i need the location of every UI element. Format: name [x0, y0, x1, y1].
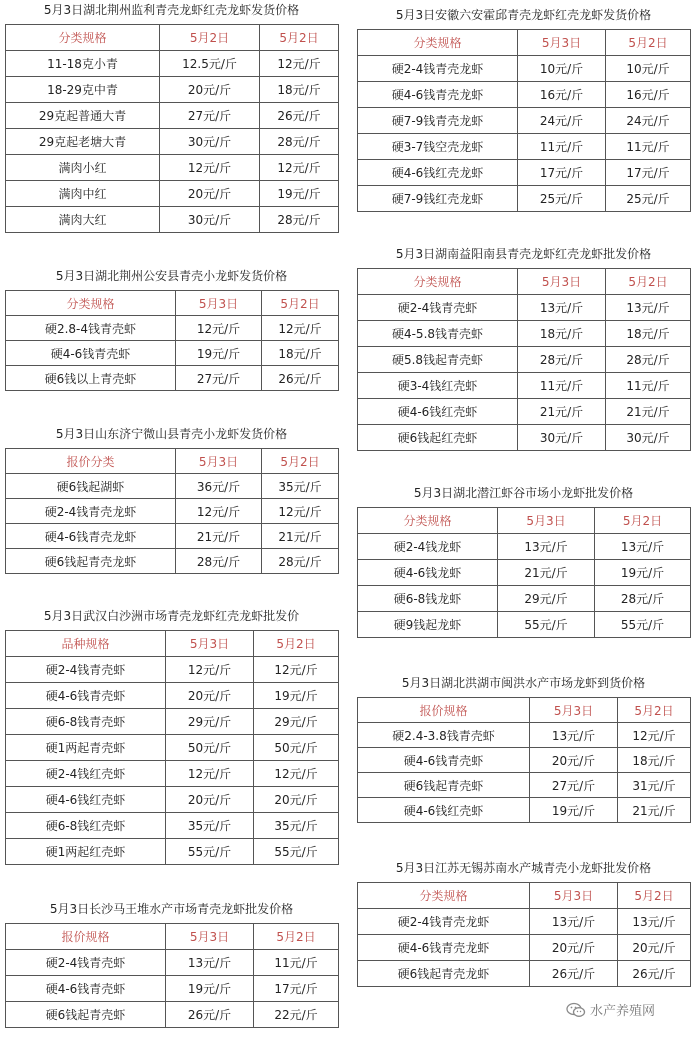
table-row	[358, 295, 691, 321]
price-cell: 28元/斤	[595, 586, 691, 612]
column-header: 5月3日	[498, 508, 595, 534]
spec-cell: 硬5.8钱起青壳虾	[358, 347, 518, 373]
table-header-row	[358, 698, 691, 723]
price-cell: 35元/斤	[262, 474, 339, 499]
price-cell: 30元/斤	[518, 425, 606, 451]
table-row	[358, 909, 691, 935]
price-cell: 12元/斤	[254, 657, 339, 683]
spec-cell: 硬4-6钱红壳虾	[358, 798, 530, 823]
table-row	[358, 798, 691, 823]
price-cell: 50元/斤	[166, 735, 254, 761]
table-row	[6, 316, 339, 341]
price-cell: 11元/斤	[518, 134, 606, 160]
price-cell: 29元/斤	[254, 709, 339, 735]
table-row	[6, 524, 339, 549]
price-cell: 11元/斤	[254, 950, 339, 976]
column-header: 5月3日	[530, 883, 618, 909]
table-row	[6, 129, 339, 155]
spec-cell: 硬2.8-4钱青壳虾	[6, 316, 176, 341]
table-row	[6, 341, 339, 366]
table-header-row	[358, 883, 691, 909]
price-cell: 20元/斤	[166, 683, 254, 709]
spec-cell: 硬2-4钱青壳龙虾	[6, 499, 176, 524]
price-cell: 18元/斤	[262, 341, 339, 366]
price-cell: 28元/斤	[260, 207, 339, 233]
price-cell: 26元/斤	[260, 103, 339, 129]
price-cell: 27元/斤	[160, 103, 260, 129]
price-cell: 20元/斤	[254, 787, 339, 813]
price-cell: 19元/斤	[176, 341, 262, 366]
table-row	[358, 723, 691, 748]
table-row	[358, 560, 691, 586]
price-cell: 31元/斤	[618, 773, 691, 798]
column-header: 分类规格	[358, 269, 518, 295]
table-row	[6, 709, 339, 735]
column-header: 5月3日	[176, 291, 262, 316]
table-row	[6, 813, 339, 839]
price-cell: 55元/斤	[498, 612, 595, 638]
table-row	[6, 77, 339, 103]
price-cell: 11元/斤	[606, 134, 691, 160]
price-table	[357, 268, 691, 451]
table-row	[358, 347, 691, 373]
table-row	[6, 657, 339, 683]
price-cell: 27元/斤	[530, 773, 618, 798]
spec-cell: 硬6钱起青壳龙虾	[358, 961, 530, 987]
price-table	[357, 882, 691, 987]
spec-cell: 硬4-6钱青壳虾	[6, 683, 166, 709]
table-row	[6, 366, 339, 391]
price-cell: 20元/斤	[160, 181, 260, 207]
spec-cell: 硬4-6钱青壳龙虾	[6, 524, 176, 549]
table-row	[358, 961, 691, 987]
spec-cell: 29克起老塘大青	[6, 129, 160, 155]
table-title: 5月3日长沙马王堆水产市场青壳龙虾批发价格	[49, 902, 294, 916]
price-cell: 12元/斤	[166, 761, 254, 787]
price-cell: 13元/斤	[518, 295, 606, 321]
column-header: 5月2日	[254, 924, 339, 950]
price-cell: 21元/斤	[176, 524, 262, 549]
table-header-row	[6, 924, 339, 950]
spec-cell: 硬2.4-3.8钱青壳虾	[358, 723, 530, 748]
column-header: 5月3日	[166, 924, 254, 950]
price-cell: 22元/斤	[254, 1002, 339, 1028]
price-cell: 19元/斤	[254, 683, 339, 709]
column-header: 分类规格	[358, 883, 530, 909]
price-table	[5, 290, 339, 391]
spec-cell: 硬2-4钱青壳龙虾	[358, 909, 530, 935]
table-row	[358, 748, 691, 773]
table-row	[358, 321, 691, 347]
spec-cell: 硬4-6钱红壳龙虾	[358, 160, 518, 186]
spec-cell: 硬4-6钱龙虾	[358, 560, 498, 586]
table-title: 5月3日湖北荆州监利青壳龙虾红壳龙虾发货价格	[43, 3, 300, 17]
price-cell: 12元/斤	[176, 316, 262, 341]
price-cell: 13元/斤	[606, 295, 691, 321]
spec-cell: 硬7-9钱青壳龙虾	[358, 108, 518, 134]
spec-cell: 硬4-6钱青壳龙虾	[358, 935, 530, 961]
spec-cell: 硬2-4钱青壳龙虾	[358, 56, 518, 82]
table-row	[358, 612, 691, 638]
price-cell: 28元/斤	[176, 549, 262, 574]
spec-cell: 硬6钱起青壳龙虾	[6, 549, 176, 574]
column-header: 报价分类	[6, 449, 176, 474]
table-block-huoqiu	[357, 7, 690, 212]
price-cell: 26元/斤	[262, 366, 339, 391]
price-cell: 20元/斤	[530, 935, 618, 961]
spec-cell: 满肉大红	[6, 207, 160, 233]
spec-cell: 硬6-8钱红壳虾	[6, 813, 166, 839]
column-header: 报价规格	[6, 924, 166, 950]
spec-cell: 硬6钱起湖虾	[6, 474, 176, 499]
price-cell: 55元/斤	[595, 612, 691, 638]
table-block-qianjiang	[357, 485, 690, 638]
price-cell: 16元/斤	[518, 82, 606, 108]
price-cell: 36元/斤	[176, 474, 262, 499]
price-table	[5, 923, 339, 1028]
price-cell: 28元/斤	[260, 129, 339, 155]
table-title: 5月3日湖南益阳南县青壳龙虾红壳龙虾批发价格	[395, 247, 652, 261]
watermark	[566, 1000, 655, 1019]
table-row	[6, 103, 339, 129]
spec-cell: 硬4-5.8钱青壳虾	[358, 321, 518, 347]
price-cell: 13元/斤	[618, 909, 691, 935]
price-cell: 20元/斤	[530, 748, 618, 773]
price-table	[357, 697, 691, 823]
spec-cell: 硬4-6钱红壳虾	[358, 399, 518, 425]
spec-cell: 硬1两起青壳虾	[6, 735, 166, 761]
column-header: 5月2日	[606, 30, 691, 56]
price-cell: 55元/斤	[166, 839, 254, 865]
table-row	[358, 773, 691, 798]
price-table	[357, 29, 691, 212]
price-cell: 26元/斤	[618, 961, 691, 987]
price-cell: 12元/斤	[176, 499, 262, 524]
table-block-baishazhou	[5, 608, 338, 865]
price-cell: 29元/斤	[166, 709, 254, 735]
price-cell: 20元/斤	[166, 787, 254, 813]
price-table	[5, 448, 339, 574]
spec-cell: 硬7-9钱红壳龙虾	[358, 186, 518, 212]
price-cell: 21元/斤	[618, 798, 691, 823]
spec-cell: 硬4-6钱青壳虾	[358, 748, 530, 773]
column-header: 5月3日	[518, 30, 606, 56]
spec-cell: 硬4-6钱青壳虾	[6, 341, 176, 366]
price-cell: 18元/斤	[518, 321, 606, 347]
table-row	[358, 586, 691, 612]
price-cell: 30元/斤	[606, 425, 691, 451]
price-cell: 21元/斤	[262, 524, 339, 549]
price-cell: 35元/斤	[254, 813, 339, 839]
column-header: 5月2日	[260, 25, 339, 51]
column-header: 分类规格	[358, 30, 518, 56]
column-header: 5月2日	[262, 291, 339, 316]
price-cell: 19元/斤	[530, 798, 618, 823]
table-row	[6, 549, 339, 574]
price-cell: 28元/斤	[262, 549, 339, 574]
price-cell: 55元/斤	[254, 839, 339, 865]
price-cell: 27元/斤	[176, 366, 262, 391]
table-header-row	[358, 508, 691, 534]
price-cell: 28元/斤	[518, 347, 606, 373]
table-row	[358, 935, 691, 961]
column-header: 5月2日	[254, 631, 339, 657]
table-header-row	[358, 269, 691, 295]
table-row	[358, 56, 691, 82]
spec-cell: 硬3-4钱红壳虾	[358, 373, 518, 399]
price-cell: 30元/斤	[160, 207, 260, 233]
table-row	[6, 207, 339, 233]
price-cell: 19元/斤	[166, 976, 254, 1002]
table-block-gongan	[5, 268, 338, 391]
table-row	[358, 108, 691, 134]
table-row	[6, 976, 339, 1002]
price-cell: 18元/斤	[606, 321, 691, 347]
table-row	[358, 425, 691, 451]
column-header: 5月3日	[530, 698, 618, 723]
spec-cell: 硬2-4钱青壳虾	[6, 950, 166, 976]
spec-cell: 硬1两起红壳虾	[6, 839, 166, 865]
table-title: 5月3日江苏无锡苏南水产城青壳小龙虾批发价格	[395, 861, 652, 875]
spec-cell: 硬3-7钱空壳龙虾	[358, 134, 518, 160]
table-row	[6, 683, 339, 709]
price-cell: 24元/斤	[518, 108, 606, 134]
spec-cell: 满肉中红	[6, 181, 160, 207]
price-cell: 20元/斤	[160, 77, 260, 103]
spec-cell: 29克起普通大青	[6, 103, 160, 129]
price-cell: 17元/斤	[606, 160, 691, 186]
table-block-jianli	[5, 2, 338, 233]
price-cell: 12元/斤	[254, 761, 339, 787]
price-cell: 26元/斤	[530, 961, 618, 987]
spec-cell: 硬4-6钱红壳虾	[6, 787, 166, 813]
table-row	[6, 950, 339, 976]
column-header: 5月2日	[606, 269, 691, 295]
spec-cell: 满肉小红	[6, 155, 160, 181]
table-row	[358, 399, 691, 425]
column-header: 5月2日	[160, 25, 260, 51]
price-cell: 21元/斤	[606, 399, 691, 425]
price-cell: 10元/斤	[518, 56, 606, 82]
spec-cell: 硬2-4钱红壳虾	[6, 761, 166, 787]
price-cell: 12元/斤	[618, 723, 691, 748]
column-header: 5月3日	[166, 631, 254, 657]
spec-cell: 硬6钱以上青壳虾	[6, 366, 176, 391]
price-table	[5, 630, 339, 865]
table-title: 5月3日湖北洪湖市闽洪水产市场龙虾到货价格	[401, 676, 646, 690]
price-cell: 21元/斤	[518, 399, 606, 425]
price-cell: 12元/斤	[166, 657, 254, 683]
price-cell: 18元/斤	[618, 748, 691, 773]
price-cell: 17元/斤	[518, 160, 606, 186]
price-cell: 12元/斤	[260, 51, 339, 77]
price-cell: 11元/斤	[518, 373, 606, 399]
table-row	[358, 82, 691, 108]
table-row	[358, 160, 691, 186]
price-cell: 12.5元/斤	[160, 51, 260, 77]
column-header: 分类规格	[6, 291, 176, 316]
column-header: 5月2日	[618, 698, 691, 723]
column-header: 5月2日	[262, 449, 339, 474]
table-header-row	[6, 449, 339, 474]
table-header-row	[6, 291, 339, 316]
watermark-text: 水产养殖网	[590, 1004, 656, 1019]
price-cell: 19元/斤	[595, 560, 691, 586]
price-cell: 25元/斤	[606, 186, 691, 212]
table-title: 5月3日山东济宁微山县青壳小龙虾发货价格	[55, 427, 288, 441]
price-cell: 21元/斤	[498, 560, 595, 586]
table-row	[6, 181, 339, 207]
column-header: 报价规格	[358, 698, 530, 723]
table-row	[6, 499, 339, 524]
table-block-weishan	[5, 426, 338, 574]
price-cell: 13元/斤	[166, 950, 254, 976]
price-cell: 30元/斤	[160, 129, 260, 155]
table-row	[6, 787, 339, 813]
table-title: 5月3日湖北荆州公安县青壳小龙虾发货价格	[55, 269, 288, 283]
table-block-nanxian	[357, 246, 690, 451]
price-cell: 20元/斤	[618, 935, 691, 961]
table-row	[6, 474, 339, 499]
price-cell: 28元/斤	[606, 347, 691, 373]
spec-cell: 18-29克中青	[6, 77, 160, 103]
column-header: 5月2日	[595, 508, 691, 534]
price-cell: 13元/斤	[530, 723, 618, 748]
column-header: 5月2日	[618, 883, 691, 909]
price-cell: 19元/斤	[260, 181, 339, 207]
spec-cell: 硬6钱起青壳虾	[358, 773, 530, 798]
spec-cell: 硬2-4钱青壳虾	[6, 657, 166, 683]
spec-cell: 硬6-8钱龙虾	[358, 586, 498, 612]
table-row	[6, 1002, 339, 1028]
price-cell: 13元/斤	[595, 534, 691, 560]
table-row	[358, 134, 691, 160]
price-cell: 11元/斤	[606, 373, 691, 399]
price-cell: 18元/斤	[260, 77, 339, 103]
table-row	[6, 839, 339, 865]
price-cell: 13元/斤	[530, 909, 618, 935]
table-title: 5月3日湖北潜江虾谷市场小龙虾批发价格	[413, 486, 634, 500]
spec-cell: 硬6钱起红壳虾	[358, 425, 518, 451]
price-cell: 50元/斤	[254, 735, 339, 761]
price-cell: 12元/斤	[260, 155, 339, 181]
price-table	[357, 507, 691, 638]
table-block-mawangdui	[5, 901, 338, 1028]
price-cell: 13元/斤	[498, 534, 595, 560]
price-cell: 24元/斤	[606, 108, 691, 134]
table-row	[6, 761, 339, 787]
table-title: 5月3日武汉白沙洲市场青壳龙虾红壳龙虾批发价	[43, 609, 300, 623]
table-row	[358, 186, 691, 212]
spec-cell: 11-18克小青	[6, 51, 160, 77]
table-header-row	[358, 30, 691, 56]
table-row	[6, 735, 339, 761]
table-row	[6, 51, 339, 77]
price-cell: 12元/斤	[160, 155, 260, 181]
price-cell: 12元/斤	[262, 316, 339, 341]
column-header: 分类规格	[6, 25, 160, 51]
spec-cell: 硬6钱起青壳虾	[6, 1002, 166, 1028]
spec-cell: 硬4-6钱青壳虾	[6, 976, 166, 1002]
price-cell: 25元/斤	[518, 186, 606, 212]
table-block-honghu	[357, 675, 690, 823]
table-row	[6, 155, 339, 181]
table-row	[358, 373, 691, 399]
column-header: 5月3日	[518, 269, 606, 295]
spec-cell: 硬4-6钱青壳龙虾	[358, 82, 518, 108]
price-cell: 17元/斤	[254, 976, 339, 1002]
price-table	[5, 24, 339, 233]
table-header-row	[6, 25, 339, 51]
spec-cell: 硬6-8钱青壳虾	[6, 709, 166, 735]
price-cell: 16元/斤	[606, 82, 691, 108]
column-header: 分类规格	[358, 508, 498, 534]
price-cell: 12元/斤	[262, 499, 339, 524]
table-block-wuxi	[357, 860, 690, 987]
spec-cell: 硬9钱起龙虾	[358, 612, 498, 638]
price-cell: 35元/斤	[166, 813, 254, 839]
table-title: 5月3日安徽六安霍邱青壳龙虾红壳龙虾发货价格	[395, 8, 652, 22]
column-header: 品种规格	[6, 631, 166, 657]
table-header-row	[6, 631, 339, 657]
column-header: 5月3日	[176, 449, 262, 474]
spec-cell: 硬2-4钱龙虾	[358, 534, 498, 560]
price-cell: 10元/斤	[606, 56, 691, 82]
wechat-icon	[566, 1002, 586, 1018]
price-cell: 26元/斤	[166, 1002, 254, 1028]
price-cell: 29元/斤	[498, 586, 595, 612]
spec-cell: 硬2-4钱青壳虾	[358, 295, 518, 321]
table-row	[358, 534, 691, 560]
